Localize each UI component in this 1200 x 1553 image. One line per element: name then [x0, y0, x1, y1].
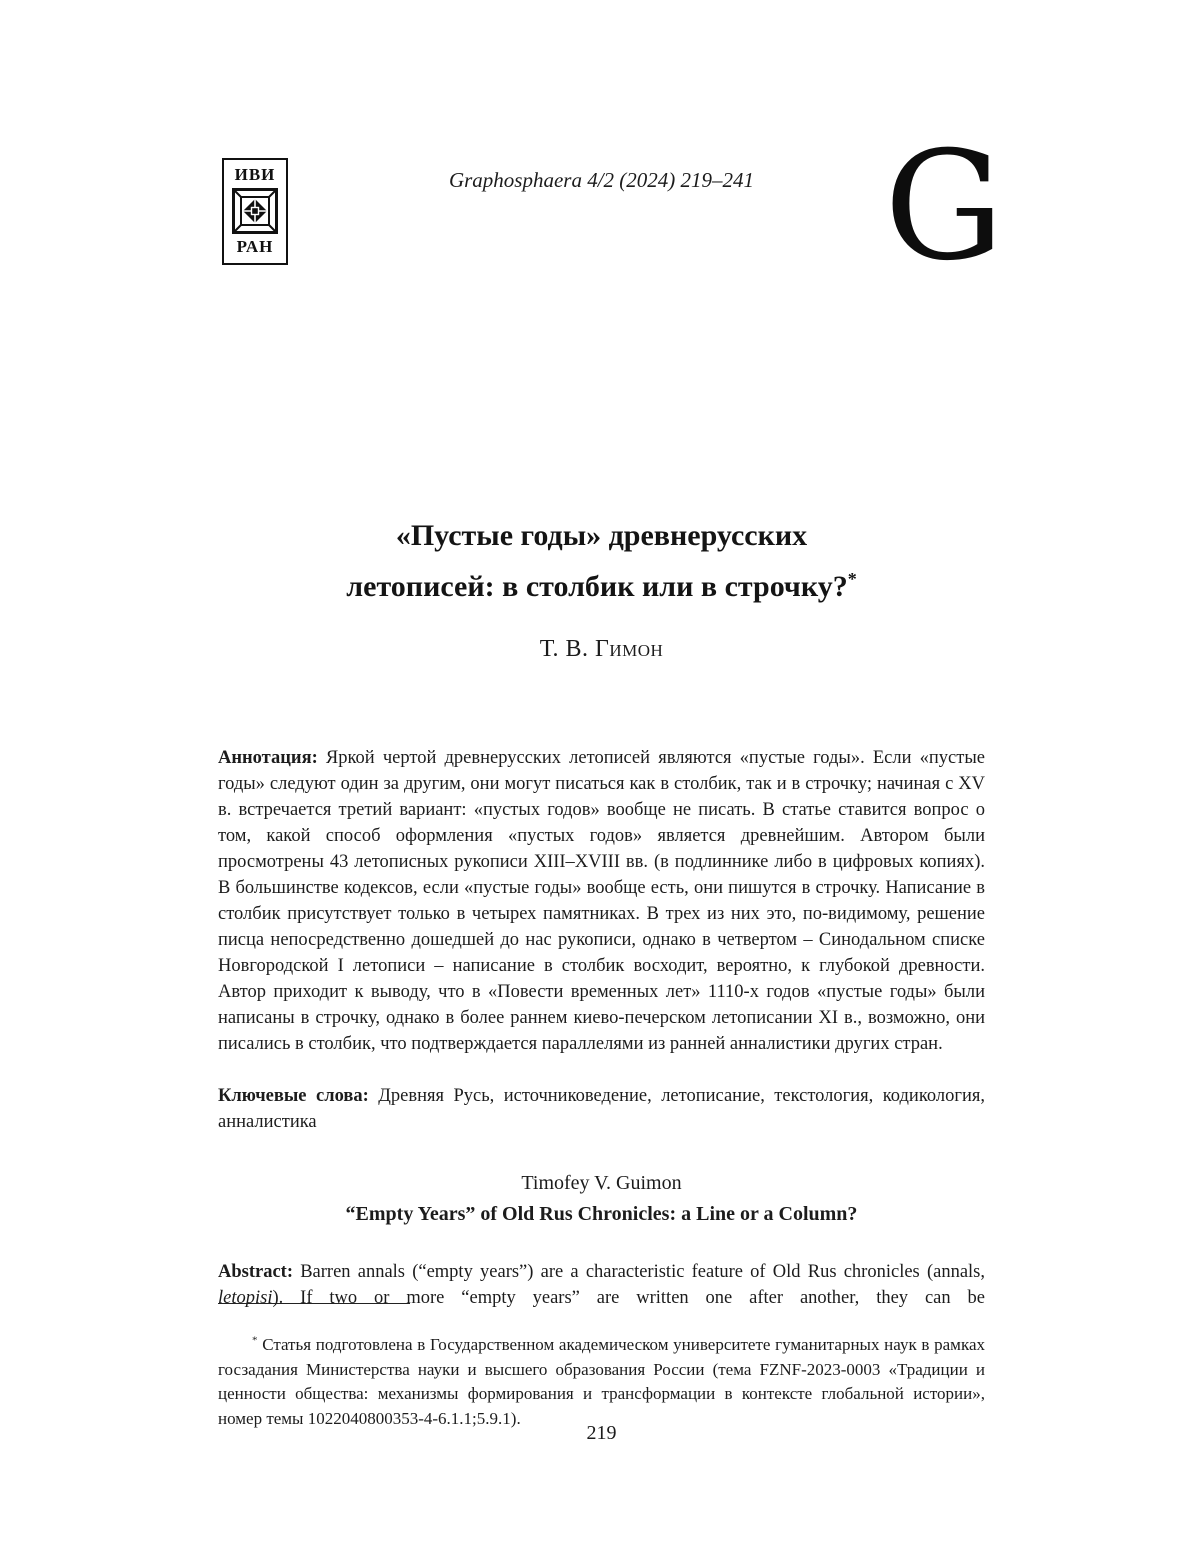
- abstract-ru-text: Яркой чертой древнерусских летописей являются «пустые годы». Если «пустые годы» следуют один за другим, они могут писаться как в столбик, так и в строчку; начиная с XV в. встречается третий вариант: «пустых годов» вообще не писать. В статье ставится вопрос о том, какой способ оформления «пустых годов» является древнейшим. Автором были просмотрены 43 летописных рукописи XIII–XVIII вв. (в подлиннике либо в цифровых копиях). В большинстве кодексов, если «пустые годы» вообще есть, они пишутся в строчку. Написание в столбик присутствует только в четырех памятниках. В трех из них это, по-видимому, решение писца непосредственно дошедшей до нас рукописи, однако в четвертом – Синодальном списке Новгородской I летописи – написание в столбик восходит, вероятно, к глубокой древности. Автор приходит к выводу, что в «Повести временных лет» 1110-х годов «пустые годы» были написаны в строчку, однако в более раннем киево-печерском летописании XI в., возможно, они писались в столбик, что подтверждается параллелями из ранней анналистики других стран.: [218, 747, 985, 1054]
- article-title: [218, 510, 985, 612]
- footnote-marker: *: [252, 1334, 258, 1347]
- keywords: [218, 1083, 985, 1135]
- journal-header-line: Graphosphaera 4/2 (2024) 219–241: [448, 168, 755, 192]
- english-title: “Empty Years” of Old Rus Chronicles: a Line or a Column?: [345, 1203, 858, 1225]
- title-line-2: летописей: в столбик или в строчку?: [346, 570, 848, 604]
- english-heading: [218, 1168, 985, 1230]
- english-author: Timofey V. Guimon: [521, 1172, 682, 1194]
- logo-text-top: ИВИ: [234, 165, 276, 184]
- abstract-en-label: Abstract:: [218, 1261, 294, 1282]
- keywords-text: Древняя Русь, источниковедение, летописание, текстология, кодикология, анналистика: [218, 1085, 985, 1132]
- abstract-en-part1: Barren annals (“empty years”) are a characteristic feature of Old Rus chronicles (annals,: [293, 1261, 985, 1282]
- page-number: 219: [586, 1422, 617, 1444]
- abstract-en-part2: ). If two or more “empty years” are written one after another, they can be: [272, 1287, 985, 1308]
- title-line-1: «Пустые годы» древнерусских: [395, 519, 808, 553]
- author-name: Т. В. Гимон: [539, 636, 664, 662]
- footnote: [218, 1333, 985, 1431]
- title-footnote-marker: *: [847, 569, 857, 590]
- footnote-text: Статья подготовлена в Государственном академическом университете гуманитарных наук в рамках госзадания Министерства науки и высшего образования России (тема FZNF-2023-0003 «Традиции и ценности общества: механизмы формирования и трансформации в контексте глобальной истории», номер темы 1022040800353-4-6.1.1;5.9.1).: [218, 1335, 985, 1428]
- abstract-en-italic-word: letopisi: [218, 1287, 273, 1308]
- ran-emblem-icon: [232, 188, 278, 234]
- abstract-ru: [218, 745, 985, 1057]
- footnote-separator: [218, 1303, 410, 1304]
- graphosphaera-g-logo: G: [884, 120, 1004, 294]
- abstract-ru-label: Аннотация:: [218, 747, 318, 768]
- keywords-label: Ключевые слова:: [218, 1085, 369, 1106]
- logo-text-bottom: РАН: [236, 237, 274, 256]
